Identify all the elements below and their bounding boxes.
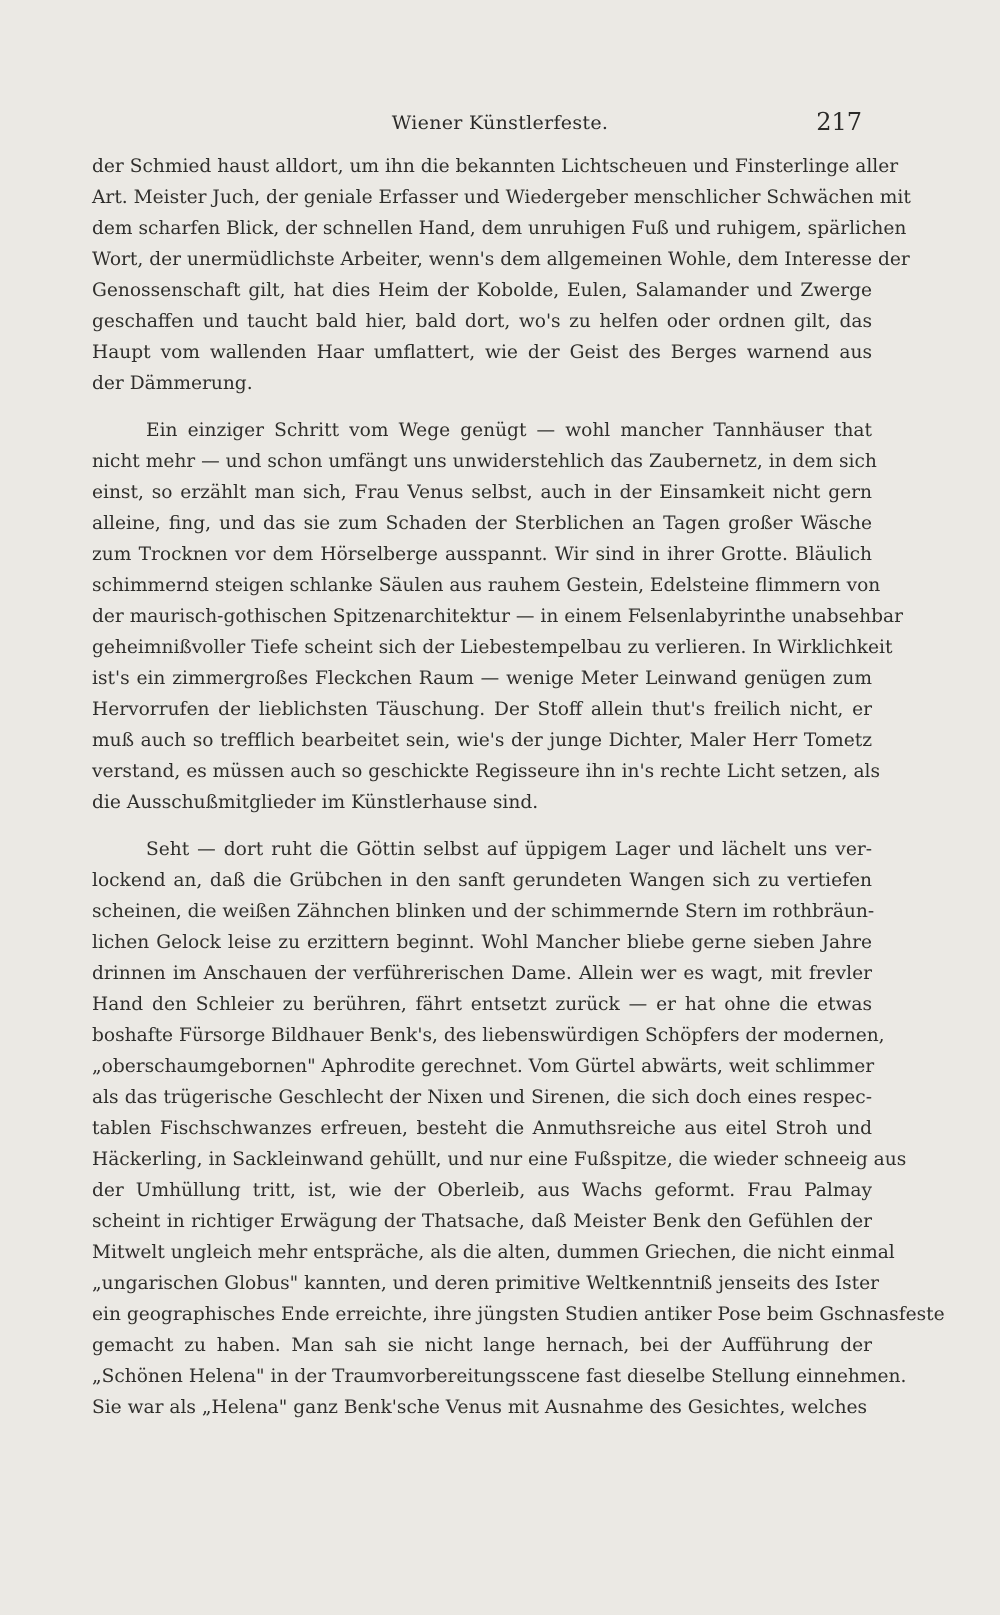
text-line: tablen Fischschwanzes erfreuen, besteht die Anmuthsreiche aus eitel Stroh und [92,1118,872,1139]
text-line: Hand den Schleier zu berühren, fährt entsetzt zurück — er hat ohne die etwas [92,994,872,1015]
text-line: Häckerling, in Sackleinwand gehüllt, und nur eine Fußspitze, die wieder schneeig aus [92,1149,907,1170]
text-line: Haupt vom wallenden Haar umflattert, wie der Geist des Berges warnend aus [92,342,872,363]
text-line: geheimnißvoller Tiefe scheint sich der Liebestempelbau zu verlieren. In Wirklichkeit [92,637,893,658]
text-line: scheint in richtiger Erwägung der Thatsache, daß Meister Benk den Gefühlen der [92,1211,872,1232]
paragraph-3 [92,834,945,1423]
text-line: gemacht zu haben. Man sah sie nicht lange hernach, bei der Aufführung der [92,1335,872,1356]
text-line: „ungarischen Globus" kannten, und deren primitive Weltkenntniß jenseits des Ister [92,1273,880,1294]
text-line: Seht — dort ruht die Göttin selbst auf üppigem Lager und lächelt uns ver- [146,839,872,860]
paragraph-2 [92,415,903,818]
text-line: Sie war als „Helena" ganz Benk'sche Venus mit Ausnahme des Gesichtes, welches [92,1397,868,1418]
text-line: muß auch so trefflich bearbeitet sein, wie's der junge Dichter, Maler Herr Tometz [92,730,872,751]
text-line: ein geographisches Ende erreichte, ihre jüngsten Studien antiker Pose beim Gschnasfeste [92,1304,945,1325]
text-line: scheinen, die weißen Zähnchen blinken und der schimmernde Stern im rothbräun- [92,901,875,922]
text-line: der Umhüllung tritt, ist, wie der Oberleib, aus Wachs geformt. Frau Palmay [92,1180,872,1201]
text-line: „oberschaumgebornen" Aphrodite gerechnet. Vom Gürtel abwärts, weit schlimmer [92,1056,875,1077]
text-line: Genossenschaft gilt, hat dies Heim der Kobolde, Eulen, Salamander und Zwerge [92,280,872,301]
text-line: boshafte Fürsorge Bildhauer Benk's, des liebenswürdigen Schöpfers der modernen, [92,1025,885,1046]
text-line: lichen Gelock leise zu erzittern beginnt. Wohl Mancher bliebe gerne sieben Jahre [92,932,872,953]
text-line: Hervorrufen der lieblichsten Täuschung. Der Stoff allein thut's freilich nicht, er [92,699,872,720]
text-line: der maurisch-gothischen Spitzenarchitektur — in einem Felsenlabyrinthe unabsehbar [92,606,903,627]
text-line: alleine, fing, und das sie zum Schaden der Sterblichen an Tagen großer Wäsche [92,513,872,534]
text-line: der Schmied haust alldort, um ihn die bekannten Lichtscheuen und Finsterlinge aller [92,156,899,177]
text-line: nicht mehr — und schon umfängt uns unwiderstehlich das Zaubernetz, in dem sich [92,451,877,472]
text-line: „Schönen Helena" in der Traumvorbereitungsscene fast dieselbe Stellung einnehmen. [92,1366,907,1387]
text-line: schimmernd steigen schlanke Säulen aus rauhem Gestein, Edelsteine flimmern von [92,575,881,596]
text-line: drinnen im Anschauen der verführerischen Dame. Allein wer es wagt, mit frevler [92,963,872,984]
text-line: Mitwelt ungleich mehr entspräche, als die alten, dummen Griechen, die nicht einmal [92,1242,895,1263]
text-line: ist's ein zimmergroßes Fleckchen Raum — wenige Meter Leinwand genügen zum [92,668,872,689]
text-line: verstand, es müssen auch so geschickte Regisseure ihn in's rechte Licht setzen, als [92,761,881,782]
text-line: Art. Meister Juch, der geniale Erfasser und Wiedergeber menschlicher Schwächen mit [92,187,911,208]
text-line: dem scharfen Blick, der schnellen Hand, dem unruhigen Fuß und ruhigem, spärlichen [92,218,907,239]
text-line: als das trügerische Geschlecht der Nixen und Sirenen, die sich doch eines respec- [92,1087,872,1108]
running-title: Wiener Künstlerfeste. [391,112,609,134]
text-line: Ein einziger Schritt vom Wege genügt — wohl mancher Tannhäuser that [146,420,872,441]
text-line: die Ausschußmitglieder im Künstlerhause sind. [92,792,539,813]
text-line: einst, so erzählt man sich, Frau Venus selbst, auch in der Einsamkeit nicht gern [92,482,872,503]
running-header [0,108,1000,148]
text-line: zum Trocknen vor dem Hörselberge ausspannt. Wir sind in ihrer Grotte. Bläulich [92,544,872,565]
text-line: geschaffen und taucht bald hier, bald dort, wo's zu helfen oder ordnen gilt, das [92,311,872,332]
text-line: lockend an, daß die Grübchen in den sanft gerundeten Wangen sich zu vertiefen [92,870,872,891]
text-line: Wort, der unermüdlichste Arbeiter, wenn's dem allgemeinen Wohle, dem Interesse der [92,249,910,270]
paragraph-spacer [92,818,872,834]
body-text [92,151,945,1423]
text-line: der Dämmerung. [92,373,253,394]
page-number: 217 [816,108,862,136]
paragraph-spacer [92,399,872,415]
paragraph-1 [92,151,911,399]
